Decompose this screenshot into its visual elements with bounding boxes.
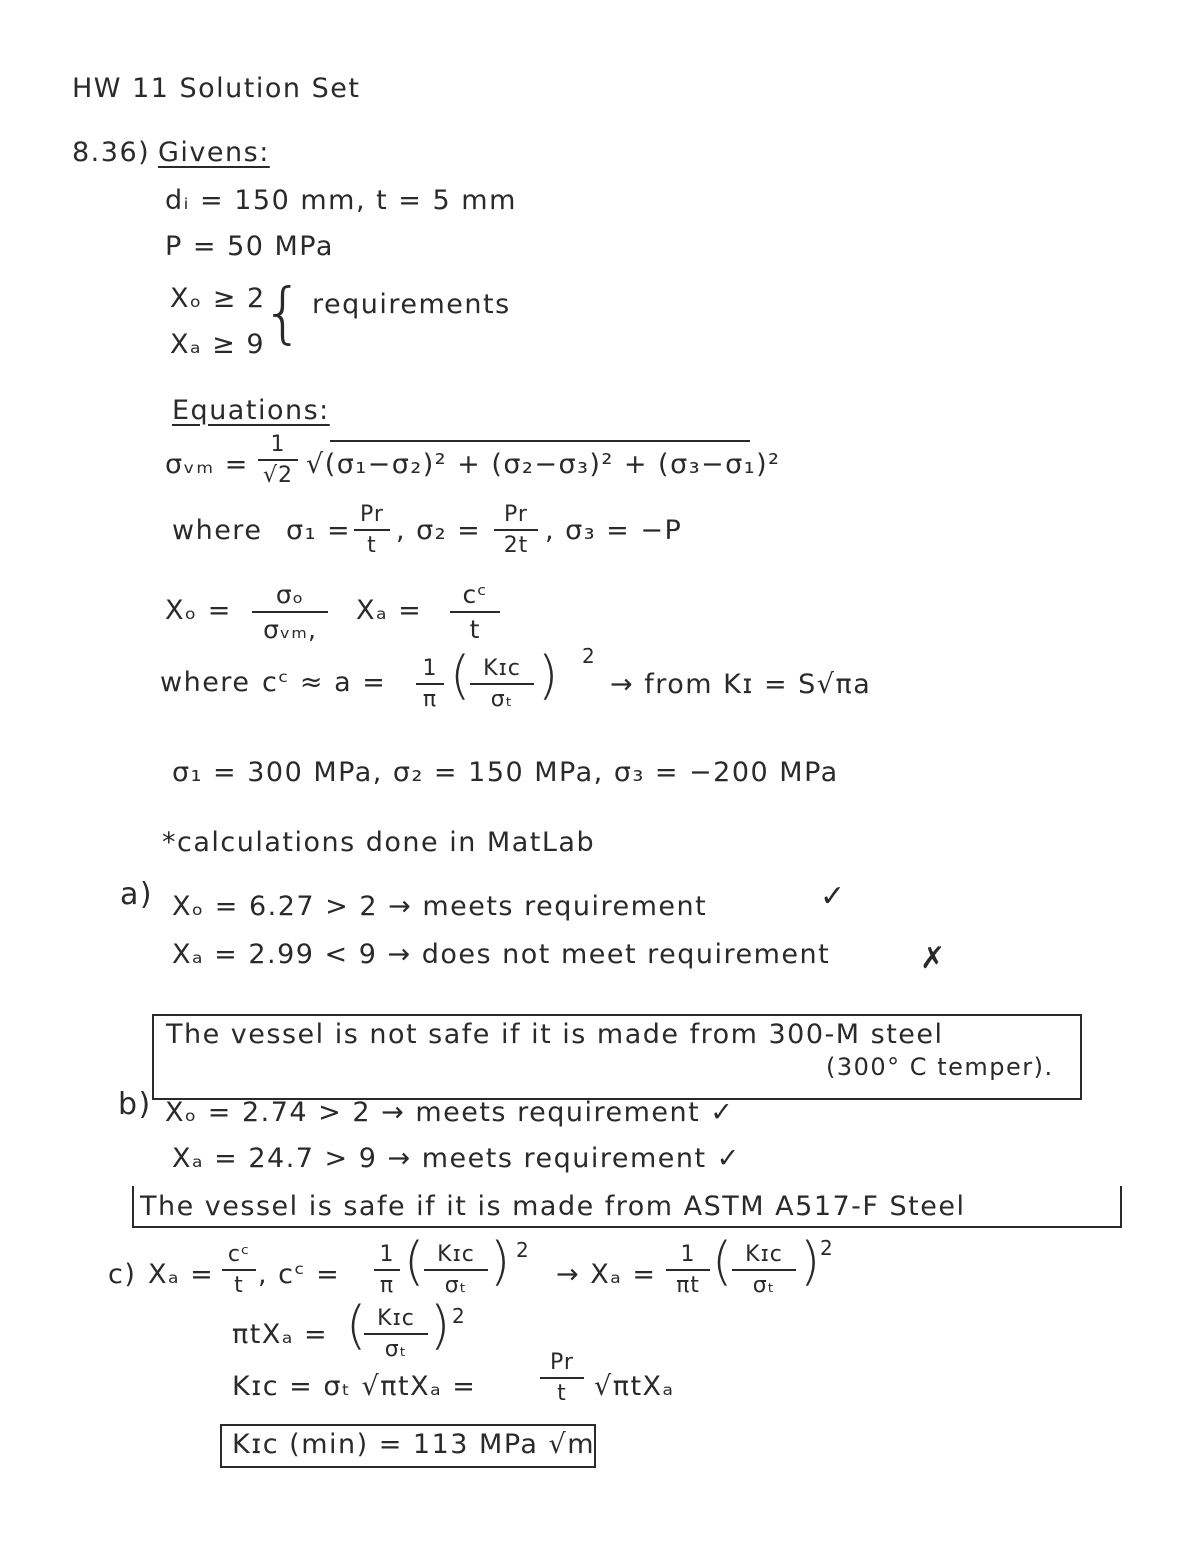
part-c-kic-fraction-3	[364, 1306, 428, 1362]
given-diameter-thickness: dᵢ = 150 mm, t = 5 mm	[165, 185, 517, 216]
sigma-vm-coefficient	[258, 432, 298, 488]
part-a-xa-result: Xₐ = 2.99 < 9 → does not meet requirement	[172, 939, 831, 970]
cc-left-paren: (	[450, 646, 471, 706]
part-b-xa-result: Xₐ = 24.7 > 9 → meets requirement ✓	[172, 1143, 741, 1174]
part-c-pr-fraction	[540, 1350, 584, 1406]
part-c-label: c)	[108, 1259, 137, 1290]
cc-from-note: → from Kɪ = S√πa	[610, 669, 872, 700]
where-label-1: where	[172, 515, 263, 546]
cc-kic-denominator: σₜ	[490, 687, 514, 712]
part-c-right-paren-2: )	[800, 1232, 821, 1292]
part-c-left-paren-1: (	[404, 1232, 425, 1292]
sigma-vm-coef-numerator: 1	[270, 432, 286, 457]
cc-coef-numerator: 1	[422, 656, 438, 681]
problem-number: 8.36)	[72, 137, 151, 168]
sigma1-fraction	[354, 502, 390, 558]
part-c-kic-denominator-1: σₜ	[444, 1273, 468, 1298]
part-c-cc-coef-numerator: 1	[379, 1242, 395, 1267]
cc-right-paren: )	[538, 646, 559, 706]
sigma2-numerator: Pr	[504, 502, 528, 527]
cc-kic-fraction	[470, 656, 534, 712]
givens-heading: Givens:	[158, 137, 270, 168]
xo-lhs: Xₒ =	[165, 595, 232, 626]
answer-kic-min: Kɪᴄ (min) = 113 MPa √m	[232, 1429, 596, 1460]
sigma-vm-root-bar	[330, 440, 750, 442]
cc-coef-denominator: π	[422, 687, 438, 712]
part-c-kic-expression: Kɪᴄ = σₜ √πtXₐ =	[232, 1371, 477, 1402]
xa-denominator: t	[469, 615, 481, 644]
xo-fraction	[252, 580, 328, 644]
part-c-xa2-coef-denominator: πt	[676, 1273, 700, 1298]
part-c-exponent-3: 2	[452, 1304, 465, 1328]
check-icon: ✓	[820, 879, 847, 914]
part-a-xo-result: Xₒ = 6.27 > 2 → meets requirement	[172, 891, 708, 922]
part-c-xa2-coef-numerator: 1	[680, 1242, 696, 1267]
part-c-xa-fraction	[222, 1242, 256, 1298]
sigma1-lhs: σ₁ =	[286, 515, 352, 546]
matlab-note: *calculations done in MatLab	[162, 827, 596, 858]
xa-fraction	[450, 580, 500, 644]
part-c-kic-numerator-1: Kɪᴄ	[437, 1242, 475, 1267]
part-c-exponent-2: 2	[820, 1236, 833, 1260]
sigma2-denominator: 2t	[503, 533, 529, 558]
part-a-conclusion-line1: The vessel is not safe if it is made from 300-M steel	[166, 1019, 944, 1050]
part-c-pr-denominator: t	[557, 1381, 567, 1406]
requirement-xa: Xₐ ≥ 9	[170, 329, 266, 360]
cc-lhs: cᶜ ≈ a =	[262, 667, 387, 698]
xa-numerator: cᶜ	[462, 580, 488, 609]
part-a-label: a)	[120, 877, 154, 912]
part-c-kic-fraction-2	[732, 1242, 796, 1298]
part-c-cc-coef-denominator: π	[379, 1273, 395, 1298]
cc-coefficient	[416, 656, 444, 712]
part-c-pr-numerator: Pr	[550, 1350, 574, 1375]
requirements-label: requirements	[312, 289, 511, 320]
part-c-kic-numerator-2: Kɪᴄ	[745, 1242, 783, 1267]
sigma-vm-lhs: σᵥₘ =	[165, 449, 249, 480]
requirements-brace: {	[262, 274, 304, 351]
part-c-kic-numerator-3: Kɪᴄ	[377, 1306, 415, 1331]
requirement-xo: Xₒ ≥ 2	[170, 283, 266, 314]
part-c-xa2-coefficient	[666, 1242, 710, 1298]
sigma2-fraction	[494, 502, 538, 558]
part-c-left-paren-3: (	[346, 1296, 367, 1356]
part-c-line2-lhs: πtXₐ =	[232, 1319, 329, 1350]
xo-denominator: σᵥₘ,	[263, 615, 317, 644]
part-c-xa-numerator: cᶜ	[227, 1242, 251, 1267]
sigma1-numerator: Pr	[360, 502, 384, 527]
sigma-vm-coef-denominator: √2	[262, 463, 293, 488]
given-pressure: P = 50 MPa	[165, 231, 334, 262]
cc-kic-numerator: Kɪᴄ	[483, 656, 521, 681]
part-c-cc-coefficient	[374, 1242, 400, 1298]
cc-exponent: 2	[582, 644, 595, 668]
cross-icon: ✗	[920, 941, 947, 976]
sigma-vm-root: √(σ₁−σ₂)² + (σ₂−σ₃)² + (σ₃−σ₁)²	[306, 449, 781, 480]
part-c-root-term: √πtXₐ	[594, 1371, 675, 1402]
part-c-right-paren-1: )	[490, 1232, 511, 1292]
part-c-cc-lhs: , cᶜ =	[258, 1259, 341, 1290]
part-a-conclusion-line2: (300° C temper).	[826, 1053, 1054, 1081]
part-c-kic-denominator-2: σₜ	[752, 1273, 776, 1298]
sigma1-denominator: t	[367, 533, 377, 558]
part-c-xa-lhs: Xₐ =	[148, 1259, 215, 1290]
part-c-xa-denominator: t	[234, 1273, 244, 1298]
sigma2-lhs: , σ₂ =	[396, 515, 482, 546]
part-c-kic-denominator-3: σₜ	[384, 1337, 408, 1362]
part-c-kic-fraction-1	[424, 1242, 488, 1298]
part-c-arrow-xa: → Xₐ =	[556, 1259, 657, 1290]
xa-lhs: Xₐ =	[356, 595, 423, 626]
part-b-conclusion: The vessel is safe if it is made from ASTM A517-F Steel	[140, 1191, 966, 1222]
page-title: HW 11 Solution Set	[72, 73, 361, 104]
where-label-2: where	[160, 667, 251, 698]
xo-numerator: σₒ	[275, 580, 305, 609]
part-b-label: b)	[118, 1087, 152, 1122]
sigma3-definition: , σ₃ = −P	[545, 515, 683, 546]
principal-stresses: σ₁ = 300 MPa, σ₂ = 150 MPa, σ₃ = −200 MPa	[172, 757, 839, 788]
equations-heading: Equations:	[172, 395, 330, 426]
part-c-left-paren-2: (	[712, 1232, 733, 1292]
part-c-exponent-1: 2	[516, 1238, 529, 1262]
part-b-xo-result: Xₒ = 2.74 > 2 → meets requirement ✓	[165, 1097, 735, 1128]
part-c-right-paren-3: )	[430, 1296, 451, 1356]
